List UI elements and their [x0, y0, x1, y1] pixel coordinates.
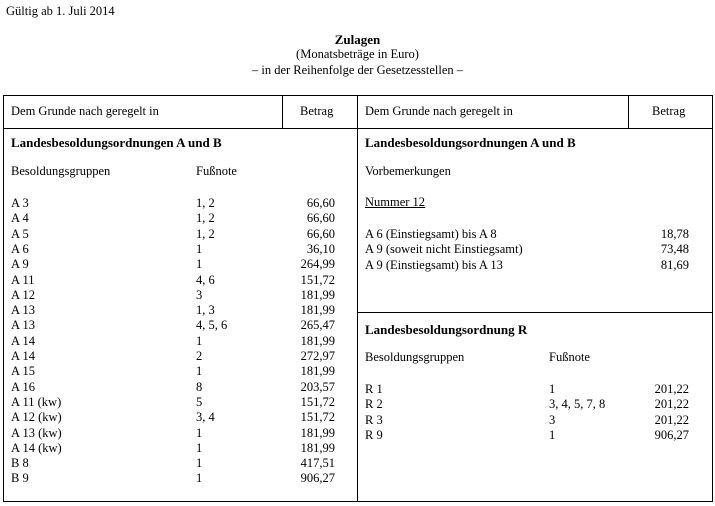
fussnote: 1: [196, 456, 203, 471]
betrag: 181,99: [300, 364, 335, 379]
betrag: 181,99: [300, 333, 335, 348]
right-section2-title: Landesbesoldungsordnung R: [365, 322, 528, 337]
betrag: 417,51: [300, 456, 335, 471]
table-row: [365, 381, 695, 397]
fussnote: 1: [196, 364, 203, 379]
table-row: [11, 302, 341, 318]
amt-label: A 9 (soweit nicht Einstiegsamt): [365, 242, 523, 257]
table-row: [11, 455, 341, 471]
table-row: [11, 210, 341, 226]
betrag: 181,99: [300, 425, 335, 440]
besoldungsgruppe: A 4: [11, 211, 29, 226]
besoldungsgruppe: A 6: [11, 241, 29, 256]
table-row: [365, 412, 695, 428]
header-bottom-line: [3, 128, 713, 129]
betrag: 181,99: [300, 440, 335, 455]
besoldungsgruppe: A 11 (kw): [11, 394, 62, 409]
besoldungsgruppe: A 3: [11, 196, 29, 210]
left-header-divider: [282, 95, 283, 128]
betrag: 201,22: [654, 382, 689, 396]
betrag: 66,60: [306, 211, 335, 226]
besoldungsgruppe: A 13: [11, 318, 35, 333]
table-row: [11, 440, 341, 456]
betrag: 201,22: [654, 412, 689, 427]
fussnote: 1, 2: [196, 226, 215, 241]
besoldungsgruppe: R 3: [365, 412, 383, 427]
betrag: 906,27: [654, 427, 689, 442]
table-row: [11, 425, 341, 441]
betrag: 181,99: [300, 303, 335, 318]
besoldungsgruppe: A 16: [11, 379, 35, 394]
besoldungsgruppe: B 8: [11, 456, 29, 471]
right-section1-title: Landesbesoldungsordnungen A und B: [365, 135, 576, 150]
besoldungsgruppe: A 15: [11, 364, 35, 379]
fussnote: 5: [196, 394, 203, 409]
table-row: [11, 348, 341, 364]
left-header-amount: Betrag: [300, 104, 334, 118]
besoldungsgruppe: A 13 (kw): [11, 425, 62, 440]
besoldungsgruppe: A 12 (kw): [11, 410, 62, 425]
fussnote: 1: [196, 425, 203, 440]
right-section-divider: [357, 312, 713, 313]
besoldungsgruppe: R 9: [365, 427, 383, 442]
betrag: 18,78: [660, 227, 689, 241]
betrag: 201,22: [654, 397, 689, 412]
betrag: 272,97: [300, 349, 335, 363]
besoldungsgruppe: B 9: [11, 471, 29, 486]
table-row: [11, 470, 341, 486]
table-row: [11, 363, 341, 379]
fussnote: 1: [549, 382, 556, 396]
fussnote: 3, 4, 5, 7, 8: [549, 397, 606, 412]
valid-from: Gültig ab 1. Juli 2014: [6, 4, 115, 18]
subtitle-units: (Monatsbeträge in Euro): [296, 47, 419, 61]
fussnote: 2: [196, 349, 203, 363]
center-divider: [357, 95, 358, 502]
besoldungsgruppe: A 14: [11, 349, 35, 363]
fussnote: 1, 2: [196, 211, 215, 226]
table-row: [365, 396, 695, 412]
subtitle-order: – in der Reihenfolge der Gesetzesstellen –: [251, 63, 464, 77]
table-row: [11, 241, 341, 257]
left-col-group: Besoldungsgruppen: [11, 164, 111, 178]
betrag: 66,60: [306, 196, 335, 210]
betrag: 151,72: [300, 410, 335, 425]
betrag: 81,69: [660, 257, 689, 272]
right-header-label: Dem Grunde nach geregelt in: [365, 104, 513, 118]
amt-label: A 9 (Einstiegsamt) bis A 13: [365, 257, 503, 272]
fussnote: 1: [196, 241, 203, 256]
fussnote: 3: [549, 412, 556, 427]
betrag: 151,72: [300, 394, 335, 409]
table-row: [365, 241, 695, 257]
betrag: 203,57: [300, 379, 335, 394]
table-row: [11, 256, 341, 272]
table-row: [11, 394, 341, 410]
besoldungsgruppe: R 1: [365, 382, 383, 396]
fussnote: 1: [196, 257, 203, 272]
betrag: 151,72: [300, 272, 335, 287]
fussnote: 3, 4: [196, 410, 215, 425]
betrag: 265,47: [300, 318, 335, 333]
page-title: Zulagen: [334, 32, 381, 47]
table-row: [365, 257, 695, 273]
fussnote: 4, 5, 6: [196, 318, 228, 333]
fussnote: 1: [196, 440, 203, 455]
fussnote: 1: [196, 333, 203, 348]
fussnote: 8: [196, 379, 203, 394]
besoldungsgruppe: A 13: [11, 303, 35, 318]
table-row: [365, 226, 695, 242]
fussnote: 1, 2: [196, 196, 215, 210]
left-section-title: Landesbesoldungsordnungen A und B: [11, 135, 222, 150]
besoldungsgruppe: A 5: [11, 226, 29, 241]
besoldungsgruppe: A 14: [11, 333, 35, 348]
right-col-footnote: Fußnote: [549, 350, 590, 364]
besoldungsgruppe: A 14 (kw): [11, 440, 62, 455]
table-row: [11, 287, 341, 303]
right-header-divider: [628, 95, 629, 128]
betrag: 906,27: [300, 471, 335, 486]
right-col-group: Besoldungsgruppen: [365, 350, 465, 364]
betrag: 73,48: [660, 242, 689, 257]
betrag: 264,99: [300, 257, 335, 272]
table-row: [11, 409, 341, 425]
left-col-footnote: Fußnote: [196, 164, 237, 178]
left-header-label: Dem Grunde nach geregelt in: [11, 104, 159, 118]
fussnote: 1: [196, 471, 203, 486]
amt-label: A 6 (Einstiegsamt) bis A 8: [365, 227, 497, 241]
table-row: [11, 333, 341, 349]
table-row: [11, 272, 341, 288]
table-row: [11, 379, 341, 395]
right-header-amount: Betrag: [652, 104, 686, 118]
table-row: [365, 427, 695, 443]
betrag: 181,99: [300, 287, 335, 302]
table-row: [11, 195, 341, 211]
besoldungsgruppe: A 11: [11, 272, 35, 287]
fussnote: 1, 3: [196, 303, 215, 318]
fussnote: 3: [196, 287, 203, 302]
fussnote: 1: [549, 427, 556, 442]
besoldungsgruppe: A 9: [11, 257, 29, 272]
right-number: Nummer 12: [365, 195, 426, 209]
table-row: [11, 226, 341, 242]
fussnote: 4, 6: [196, 272, 215, 287]
betrag: 36,10: [306, 241, 335, 256]
table-row: [11, 317, 341, 333]
right-prelim: Vorbemerkungen: [365, 164, 451, 178]
besoldungsgruppe: A 12: [11, 287, 35, 302]
besoldungsgruppe: R 2: [365, 397, 383, 412]
betrag: 66,60: [306, 226, 335, 241]
